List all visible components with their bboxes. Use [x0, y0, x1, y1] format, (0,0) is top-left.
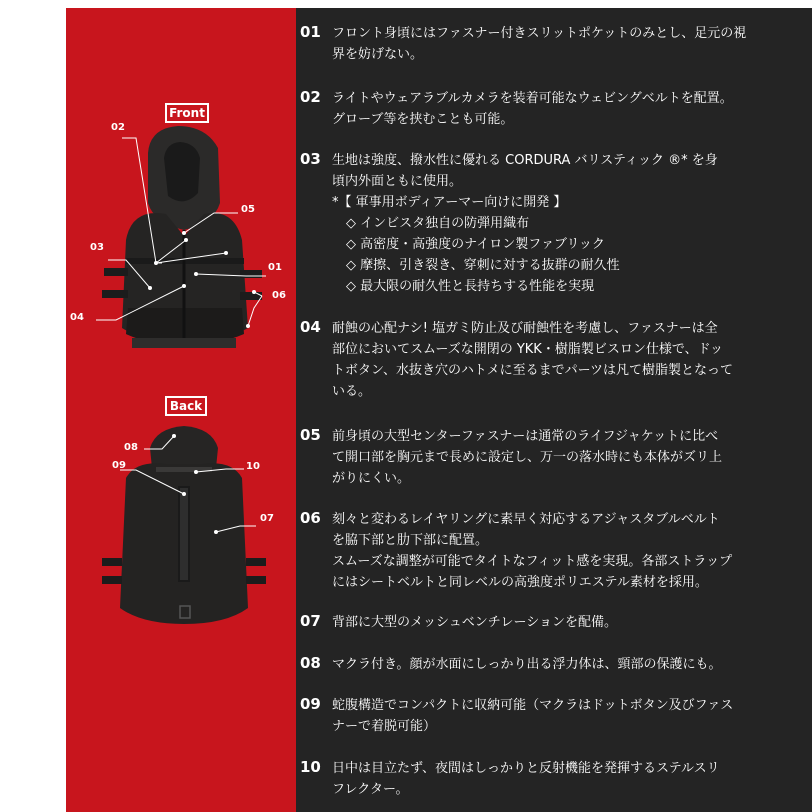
- feature-line: 前身頃の大型センターファスナーは通常のライフジャケットに比べ: [332, 429, 719, 444]
- feature-line: スムーズな調整が可能でタイトなフィット感を実現。各部ストラップ: [332, 554, 733, 569]
- callout-06: 06: [272, 290, 286, 301]
- feature-text: [332, 612, 774, 633]
- feature-number: 08: [300, 654, 321, 672]
- back-vest-image: [102, 426, 266, 624]
- feature-text: [332, 23, 774, 65]
- front-vest-image: [96, 126, 266, 348]
- feature-text: [332, 509, 774, 593]
- feature-number: 02: [300, 88, 321, 106]
- feature-line: 界を妨げない。: [332, 47, 424, 62]
- feature-line: フレクター。: [332, 782, 409, 797]
- feature-line: フロント身頃にはファスナー付きスリットポケットのみとし、足元の視: [332, 26, 747, 41]
- feature-line: を脇下部と肋下部に配置。: [332, 533, 489, 548]
- callout-01: 01: [268, 262, 282, 273]
- feature-bullet: ◇ 摩擦、引き裂き、穿刺に対する抜群の耐久性: [346, 258, 620, 273]
- feature-line: 蛇腹構造でコンパクトに収納可能（マクラはドットボタン及びファス: [332, 698, 734, 713]
- feature-line: 頃内外面ともに使用。: [332, 174, 463, 189]
- feature-line: ライトやウェアラブルカメラを装着可能なウェビングベルトを配置。: [332, 91, 733, 106]
- back-view-label: Back: [165, 396, 207, 416]
- feature-line: 日中は目立たず、夜間はしっかりと反射機能を発揮するステルスリ: [332, 761, 720, 776]
- feature-line: グローブ等を挟むことも可能。: [332, 112, 514, 127]
- feature-text: [332, 426, 774, 489]
- callout-02: 02: [111, 122, 125, 133]
- feature-line: て開口部を胸元まで長めに設定し、万一の落水時にも本体がズリ上: [332, 450, 723, 465]
- feature-line: 部位においてスムーズな開閉の YKK・樹脂製ビスロン仕様で、ドッ: [332, 342, 724, 357]
- feature-number: 05: [300, 426, 321, 444]
- feature-number: 10: [300, 758, 321, 776]
- feature-line: マクラ付き。顔が水面にしっかり出る浮力体は、頸部の保護にも。: [332, 657, 722, 672]
- feature-line: 生地は強度、撥水性に優れる CORDURA バリスティック ®* を身: [332, 153, 718, 168]
- feature-line: *【 軍事用ボディアーマー向けに開発 】: [332, 195, 567, 210]
- feature-text: [332, 758, 774, 800]
- callout-03: 03: [90, 242, 104, 253]
- feature-line: ナーで着脱可能）: [332, 719, 437, 734]
- callout-10: 10: [246, 461, 260, 472]
- feature-number: 07: [300, 612, 321, 630]
- feature-text: [332, 695, 774, 737]
- feature-number: 01: [300, 23, 321, 41]
- feature-line: 背部に大型のメッシュベンチレーションを配備。: [332, 615, 617, 630]
- feature-bullet: ◇ 最大限の耐久性と長持ちする性能を実現: [346, 279, 595, 294]
- feature-number: 03: [300, 150, 321, 168]
- front-view-label: Front: [165, 103, 209, 123]
- feature-line: 耐蝕の心配ナシ! 塩ガミ防止及び耐蝕性を考慮し、ファスナーは全: [332, 321, 718, 336]
- callout-09: 09: [112, 460, 126, 471]
- feature-bullet: ◇ 高密度・高強度のナイロン製ファブリック: [346, 237, 605, 252]
- feature-text: [332, 318, 774, 402]
- callout-04: 04: [70, 312, 84, 323]
- feature-number: 09: [300, 695, 321, 713]
- feature-line: いる。: [332, 384, 372, 399]
- feature-bullet: ◇ インビスタ独自の防弾用織布: [346, 216, 530, 231]
- feature-line: にはシートベルトと同レベルの高強度ポリエステル素材を採用。: [332, 575, 708, 590]
- feature-line: がりにくい。: [332, 471, 411, 486]
- feature-number: 04: [300, 318, 321, 336]
- feature-number: 06: [300, 509, 321, 527]
- feature-line: トボタン、水抜き穴のハトメに至るまでパーツは凡て樹脂製となって: [332, 363, 734, 378]
- feature-text: [332, 654, 774, 675]
- feature-text: [332, 150, 774, 297]
- top-strip: [66, 0, 812, 8]
- callout-07: 07: [260, 513, 274, 524]
- callout-05: 05: [241, 204, 255, 215]
- feature-text: [332, 88, 774, 130]
- feature-line: 刻々と変わるレイヤリングに素早く対応するアジャスタブルベルト: [332, 512, 720, 527]
- callout-08: 08: [124, 442, 138, 453]
